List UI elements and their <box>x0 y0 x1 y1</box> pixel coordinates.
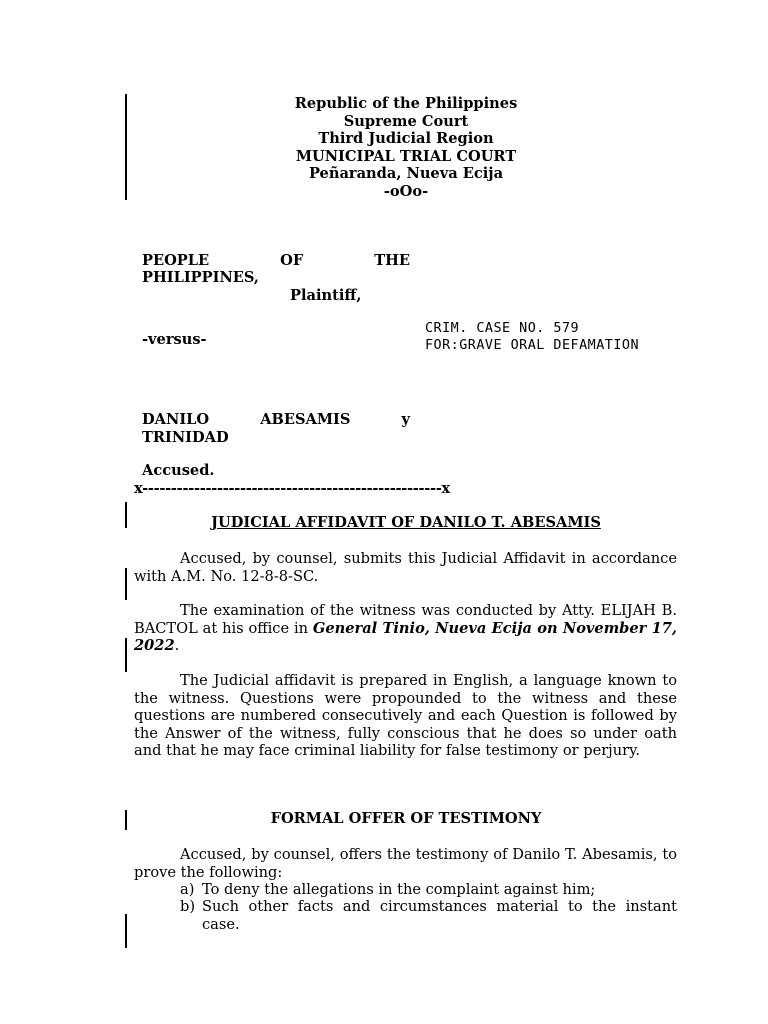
list-text: Such other facts and circumstances material to the instant case. <box>202 898 677 933</box>
list-marker: a) <box>180 881 195 898</box>
accused-word: DANILO <box>142 411 210 428</box>
header-supreme-court: Supreme Court <box>343 113 469 130</box>
plaintiff-role: Plaintiff, <box>290 287 362 304</box>
paragraph-offer: Accused, by counsel, offers the testimony of Danilo T. Abesamis, to prove the following: <box>134 846 677 881</box>
paragraph-language: The Judicial affidavit is prepared in English, a language known to the witness. Questions were propounded to the witness and these questions are numbered consecutively and each Question is followed by the Answer of the witness, fully conscious that he does so under oath and that he may face criminal liability for false testimony or perjury. <box>134 672 677 760</box>
case-number: CRIM. CASE NO. 579 <box>425 321 580 336</box>
versus-label: -versus- <box>142 331 207 348</box>
plaintiff-word: PEOPLE <box>142 252 210 269</box>
accused-line <box>142 411 410 429</box>
revision-bar <box>125 568 127 600</box>
accused-role: Accused. <box>142 462 215 479</box>
revision-bar <box>125 94 127 200</box>
plaintiff-word: OF <box>280 252 304 269</box>
examination-text: The examination of the witness was conducted by Atty. ELIJAH B. BACTOL at his office in <box>134 602 677 637</box>
header-region: Third Judicial Region <box>318 130 494 147</box>
paragraph-submission: Accused, by counsel, submits this Judicial Affidavit in accordance with A.M. No. 12-8-8-SC. <box>134 550 677 585</box>
revision-bar <box>125 810 127 830</box>
section-title: FORMAL OFFER OF TESTIMONY <box>270 810 542 827</box>
header-ornament: -oOo- <box>383 183 429 200</box>
plaintiff-word: THE <box>374 252 410 269</box>
examination-end: . <box>174 637 180 655</box>
revision-bar <box>125 914 127 948</box>
paragraph-examination <box>134 602 677 655</box>
plaintiff-line <box>142 252 410 270</box>
caption-divider: x----------------------------------------------------x <box>134 480 450 497</box>
revision-bar <box>125 638 127 672</box>
list-item <box>180 881 677 899</box>
list-text: To deny the allegations in the complaint against him; <box>202 881 596 898</box>
header-republic: Republic of the Philippines <box>294 95 518 112</box>
accused-word: ABESAMIS <box>260 411 351 428</box>
list-marker: b) <box>180 898 196 915</box>
affidavit-title: JUDICIAL AFFIDAVIT OF DANILO T. ABESAMIS <box>211 514 601 531</box>
case-offense: FOR:GRAVE ORAL DEFAMATION <box>425 338 640 353</box>
header-location: Peñaranda, Nueva Ecija <box>308 165 504 182</box>
header-court: MUNICIPAL TRIAL COURT <box>295 148 517 165</box>
plaintiff-name-cont: PHILIPPINES, <box>142 269 260 286</box>
accused-name-cont: TRINIDAD <box>142 429 229 446</box>
revision-bar <box>125 502 127 528</box>
accused-word: y <box>401 411 410 428</box>
list-item <box>180 898 677 933</box>
examination-place-date: General Tinio, Nueva Ecija on November 17, 2022 <box>134 619 677 655</box>
